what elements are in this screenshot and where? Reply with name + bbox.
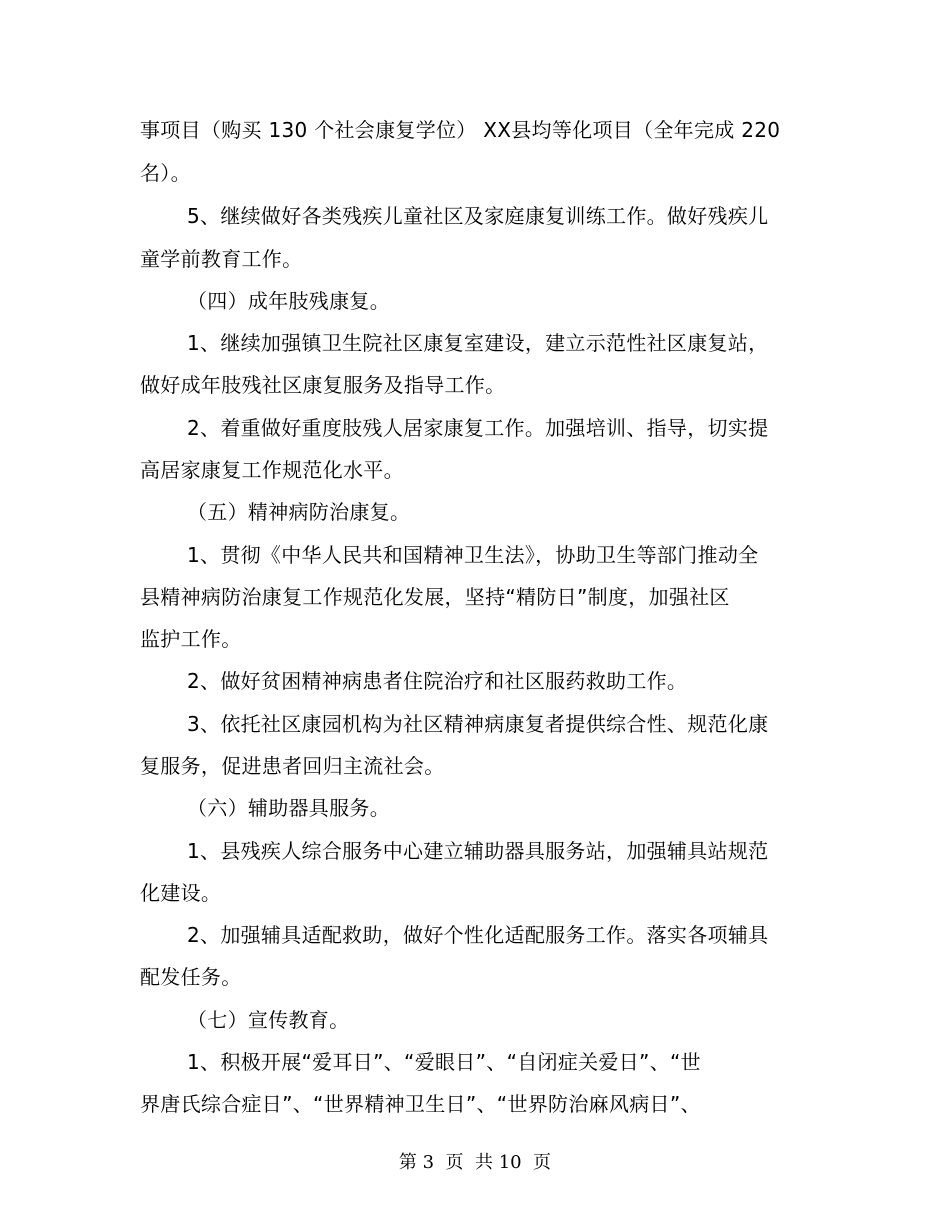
paragraph-line: 2、做好贫困精神病患者住院治疗和社区服药救助工作。 (187, 669, 688, 693)
paragraph-line: 1、贯彻《中华人民共和国精神卫生法》，协助卫生等部门推动全 (187, 543, 759, 567)
paragraph-line: 童学前教育工作。 (140, 247, 303, 271)
paragraph-line: 1、继续加强镇卫生院社区康复室建设，建立示范性社区康复站， (187, 331, 769, 355)
paragraph-line: 事项目（购买 130 个社会康复学位） XX县均等化项目（全年完成 220 (140, 118, 781, 142)
section-heading: （六）辅助器具服务。 (187, 796, 390, 820)
paragraph-line: 1、县残疾人综合服务中心建立辅助器具服务站，加强辅具站规范 (187, 839, 769, 863)
paragraph-line: 5、继续做好各类残疾儿童社区及家庭康复训练工作。做好残疾儿 (187, 204, 769, 228)
paragraph-line: 做好成年肢残社区康复服务及指导工作。 (140, 373, 506, 397)
paragraph-line: 化建设。 (140, 881, 222, 905)
paragraph-line: 3、依托社区康园机构为社区精神病康复者提供综合性、规范化康 (187, 712, 769, 736)
paragraph-line: 2、着重做好重度肢残人居家康复工作。加强培训、指导，切实提 (187, 416, 769, 440)
paragraph-line: 界唐氏综合症日”、“世界精神卫生日”、“世界防治麻风病日”、 (140, 1092, 701, 1116)
section-heading: （七）宣传教育。 (187, 1008, 350, 1032)
section-heading: （五）精神病防治康复。 (187, 500, 411, 524)
section-heading: （四）成年肢残康复。 (187, 289, 390, 313)
paragraph-line: 监护工作。 (140, 627, 242, 651)
paragraph-line: 县精神病防治康复工作规范化发展，坚持“精防日”制度，加强社区 (140, 585, 730, 609)
paragraph-line: 高居家康复工作规范化水平。 (140, 458, 404, 482)
paragraph-line: 复服务，促进患者回归主流社会。 (140, 754, 445, 778)
paragraph-line: 2、加强辅具适配救助，做好个性化适配服务工作。落实各项辅具 (187, 923, 769, 947)
paragraph-line: 名）。 (140, 161, 191, 185)
paragraph-line: 配发任务。 (140, 965, 242, 989)
paragraph-line: 1、积极开展“爱耳日”、“爱眼日”、“自闭症关爱日”、“世 (187, 1050, 701, 1074)
page-footer: 第 3 页 共 10 页 (398, 1152, 552, 1173)
